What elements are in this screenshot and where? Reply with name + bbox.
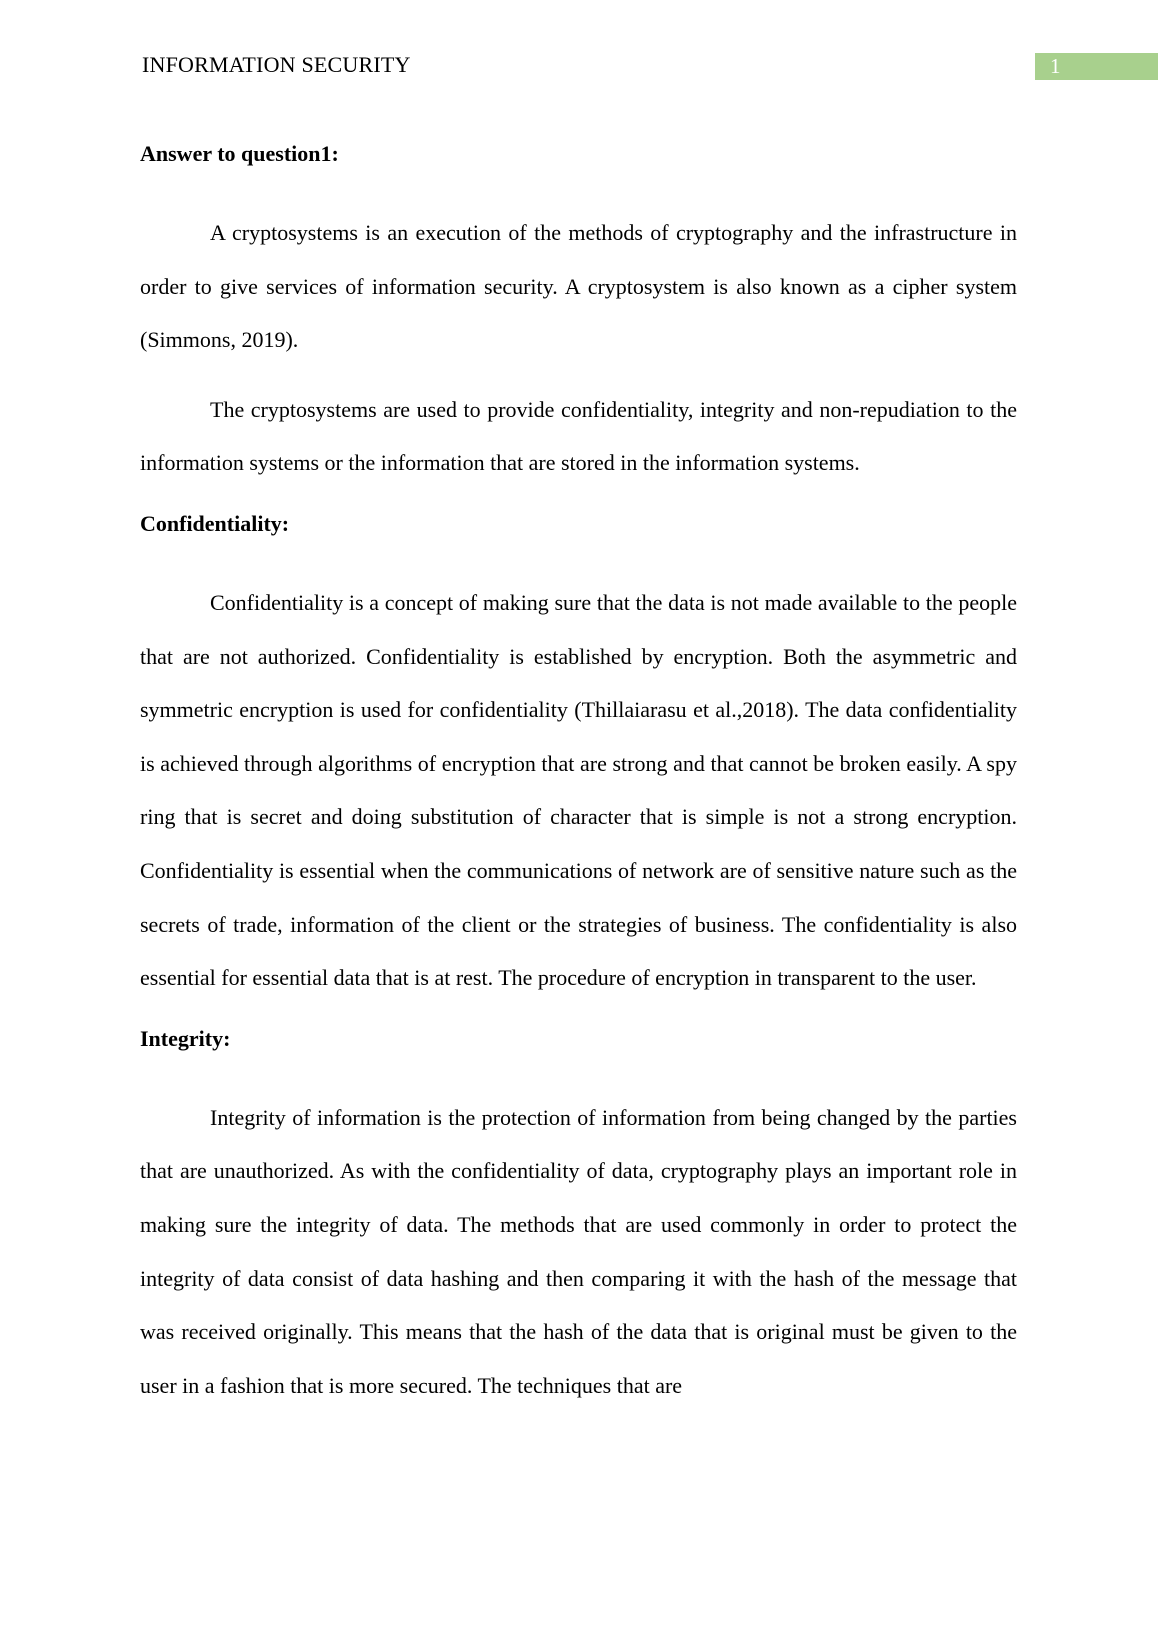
- paragraph: Integrity of information is the protection of information from being changed by the parties that are unauthorized. As with the confidentiality of data, cryptography plays an important role in making sure the integrity of data. The methods that are used commonly in order to protect the integrity of data consist of data hashing and then comparing it with the hash of the message that was received originally. This means that the hash of the data that is original must be given to the user in a fashion that is more secured. The techniques that are: [140, 1104, 1017, 1398]
- header-title: INFORMATION SECURITY: [142, 52, 411, 77]
- section-heading: Confidentiality:: [140, 510, 290, 536]
- section-integrity: [140, 1021, 1017, 1413]
- section-answer-question-1: [140, 136, 1017, 490]
- paragraph: Confidentiality is a concept of making sure that the data is not made available to the people that are not authorized. Confidentiality is established by encryption. Both the asymmetric and symmetric encryption is used for confidentiality (Thillaiarasu et al.,2018). The data confidentiality is achieved through algorithms of encryption that are strong and that cannot be broken easily. A spy ring that is secret and doing substitution of character that is simple is not a strong encryption. Confidentiality is essential when the communications of network are of sensitive nature such as the secrets of trade, information of the client or the strategies of business. The confidentiality is also essential for essential data that is at rest. The procedure of encryption in transparent to the user.: [140, 589, 1017, 991]
- paragraph: The cryptosystems are used to provide confidentiality, integrity and non-repudiation to the information systems or the information that are stored in the information systems.: [140, 396, 1017, 476]
- section-heading: Answer to question1:: [140, 141, 339, 166]
- paragraph: A cryptosystems is an execution of the methods of cryptography and the infrastructure in order to give services of information security. A cryptosystem is also known as a cipher system (Simmons, 2019).: [140, 220, 1017, 353]
- page-number: 1: [1050, 54, 1061, 78]
- section-heading: Integrity:: [140, 1025, 231, 1051]
- page-number-box: [1035, 53, 1158, 80]
- document-body: [140, 136, 1017, 1428]
- section-confidentiality: [140, 506, 1017, 1005]
